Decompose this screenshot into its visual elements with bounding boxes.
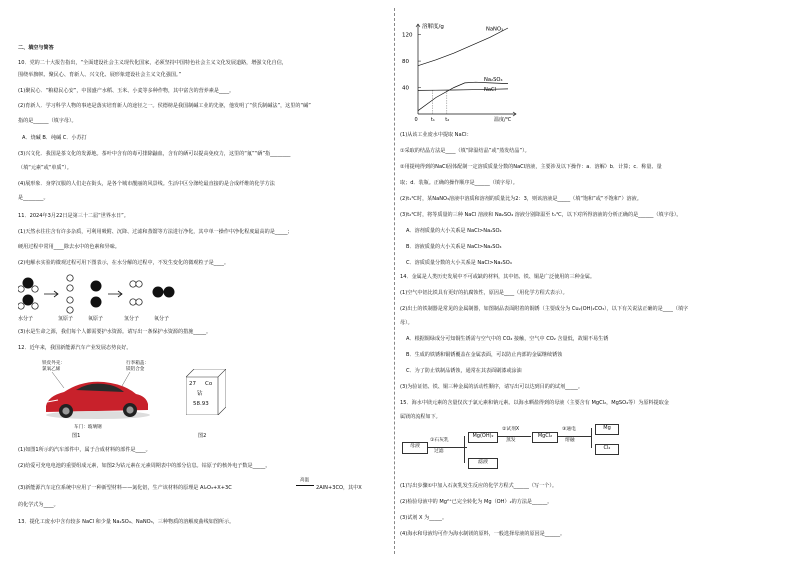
car-label-door: 车门：玻璃钢 bbox=[74, 425, 102, 430]
q13-line: ①采取的结晶方法是____（填“降温结晶”或“蒸发结晶”）。 bbox=[400, 148, 530, 154]
q10-line: (1)聚民心．“粮稳民心安”，中国盛产水稻、玉米、小麦等多种作物，其中富含的营养素是____。 bbox=[18, 88, 235, 94]
series-label: Na₂SO₄ bbox=[484, 76, 503, 83]
car-label-shell: 铁皮外壳： bbox=[42, 361, 65, 366]
label-hydrogen-molecule: 氢分子 bbox=[124, 316, 140, 322]
q13-line: (2)t₁℃时，某NaNO₃溶液中溶质和溶剂的质量比为2：3，则该溶液是_____（填“饱和”或“不饱和”）溶液。 bbox=[400, 196, 642, 202]
car-label-trunk-material: 镁铝合金 bbox=[126, 367, 145, 372]
atomic-mass: 58.93 bbox=[193, 401, 209, 407]
q11-line: (3)水是生命之源，我们每个人都需要护水资源。请写出一条保护水资源的措施_____。 bbox=[18, 329, 212, 335]
q14-line: 母）。 bbox=[400, 320, 413, 326]
y-axis-label: 溶解度/g bbox=[422, 24, 444, 30]
oxygen-molecule-model bbox=[153, 287, 175, 298]
flow-arrow bbox=[427, 447, 467, 448]
q13-option: C．溶质质量分数的大小关系是 NaCl>Na₂SO₄ bbox=[406, 260, 512, 266]
y-tick-label: 40 bbox=[402, 85, 409, 92]
flow-mg-hydroxide: Mg(OH)₂ bbox=[468, 432, 498, 443]
x-tick-label: t₁ bbox=[430, 117, 435, 123]
q15-line: (4)海水和母液均可作为海水制镁的原料，一般选择母液的原因是______。 bbox=[400, 531, 566, 537]
red-sports-car-icon bbox=[46, 382, 150, 419]
x-tick-label: 0 bbox=[414, 117, 418, 123]
q14-line: (3)为验证铝、铁、铜三种金属的活动性顺序，请写出可以达到目的的试剂_____。 bbox=[400, 384, 583, 390]
hydrogen-molecule-model bbox=[130, 281, 142, 305]
q13-option: B．溶液质量的大小关系是 NaCl>Na₂SO₄ bbox=[406, 244, 502, 250]
section-heading: 二、填空与简答 bbox=[18, 45, 54, 51]
q14-option: B．生成的铁锈和铜锈覆盖在金属表面，可以防止内部的金属继续锈蚀 bbox=[406, 352, 563, 358]
q14-line: (2)出土的铁制器是常见的金属制器，如图制品表面附着的铜锈（主要成分为 Cu₂(OH)₂CO₃），以下有关说法正确的是____（填字 bbox=[400, 306, 689, 312]
figure-caption-1: 图1 bbox=[72, 433, 81, 439]
q15-line: 15．海水中镁元素的含量仅次于氯元素和钠元素。以海水晒盐得到的母液（主要含有 MgCl₂，MgSO₄等）为原料提取金 bbox=[400, 400, 669, 406]
arrow-icon bbox=[44, 291, 58, 297]
hydrogen-atom-model bbox=[67, 275, 73, 313]
reaction-arrow bbox=[296, 485, 314, 486]
arrow-icon bbox=[108, 291, 122, 297]
series-line-0 bbox=[418, 28, 508, 66]
q10-line: (2)育新人．学习科学人物的事迹是落实培育新人的途径之一。侯德榜是我国制碱工业的先驱，他发明了“侯氏制碱法”，这里的“碱” bbox=[18, 103, 311, 109]
reaction-condition: 高温 bbox=[300, 478, 309, 483]
label-water-molecule: 水分子 bbox=[18, 316, 34, 322]
flow-filter: 过滤 bbox=[434, 449, 444, 454]
flow-mother-liquor: 母液 bbox=[402, 442, 428, 454]
q10-options: A．烧碱 B．纯碱 C．小苏打 bbox=[22, 135, 87, 141]
car-label-trunk: 行李箱盖： bbox=[126, 361, 149, 366]
car-figure bbox=[38, 358, 158, 430]
flow-evaporate: 蒸发 bbox=[506, 438, 516, 443]
q12-line: (1)如图1所示的汽车部件中，属于合成材料的部件是____。 bbox=[18, 447, 151, 453]
q12-line: 2AlN+3CO，其中X bbox=[316, 485, 362, 491]
q15-line: (2)检验母液中的 Mg²⁺已完全转化为 Mg（OH）₂的方法是______。 bbox=[400, 499, 553, 505]
water-electrolysis-diagram bbox=[18, 272, 218, 322]
q15-line: 属镁的流程如下。 bbox=[400, 414, 441, 420]
flow-step2: ②试剂X bbox=[502, 427, 520, 432]
q10-line: 10．党的二十大报告指出，“全面建设社会主义现代化国家，必须坚持中国特色社会主义文化发展道路，增强文化自信， bbox=[18, 60, 287, 66]
right-column bbox=[400, 0, 778, 562]
series-label: NaCl bbox=[484, 86, 497, 93]
label-oxygen-molecule: 氧分子 bbox=[154, 316, 170, 322]
q13-line: (1)从该工业废水中提取 NaCl： bbox=[400, 132, 472, 138]
q10-line: (3)兴文化．我国是茶文化的发源地。茶叶中含有的毒可排除鼬血，含有的硒可以提高免疫力，这里的“氟”“硒”指________ bbox=[18, 151, 291, 157]
magnesium-flow-diagram bbox=[402, 425, 642, 474]
q13-line: ②用提纯得到的NaCl固体配制一定溶质质量分数的NaCl溶液，主要涉及以下操作：a．溶解）b．计算；c．称量、量 bbox=[400, 164, 662, 170]
q13-option: A．溶剂质量的大小关系是 NaCl>Na₂SO₄ bbox=[406, 228, 502, 234]
left-column bbox=[18, 0, 390, 562]
flow-chlorine: Cl₂ bbox=[595, 444, 619, 455]
label-oxygen-atom: 氧原子 bbox=[88, 316, 104, 322]
q12-line: (2)给爱可充电电池的重要组成元素，如图2为钴元素在元素周期表中的部分信息。钴原子的核外电子数是_____。 bbox=[18, 463, 271, 469]
y-tick-label: 80 bbox=[402, 59, 409, 66]
q14-line: (1)空气中铝比铁具有更好的抗腐蚀性，原因是____（用化学方程式表示）。 bbox=[400, 290, 568, 296]
q14-option: C．为了防止铁制品锈蚀，通常在其表面刷漆或涂油 bbox=[406, 368, 522, 374]
flow-step3: ③通电 bbox=[562, 427, 576, 432]
q12-line: (3)新能源汽车定位系统中应用了一种新型材料——氮化铝，生产该材料的原理是 Al₂O₃+X+3C bbox=[18, 485, 232, 491]
q10-line: 指的是______（填字母）。 bbox=[18, 118, 77, 124]
y-tick-label: 120 bbox=[402, 32, 413, 39]
q15-line: (3)试剂 X 为_____。 bbox=[400, 515, 448, 521]
water-molecule-model bbox=[18, 278, 38, 310]
q14-line: 14．金属是人类历史发展中不可或缺的材料，其中铝、铁、铜是广泛使用的三种金属。 bbox=[400, 274, 595, 280]
series-label: NaNO₃ bbox=[486, 26, 504, 33]
element-symbol: Co bbox=[205, 381, 213, 387]
q10-line: (4)展形象．身穿汉服的人们走在街头，是各个城市靓丽的风景线。生活中区分涤纶最直接的是合成纤维的化学方法 bbox=[18, 181, 275, 187]
flow-molten: 熔融 bbox=[565, 438, 575, 443]
solubility-chart bbox=[400, 22, 532, 130]
x-axis-label: 温度/℃ bbox=[494, 117, 512, 123]
flow-mg-chloride: MgCl₂ bbox=[532, 432, 558, 443]
q13-line: 13．提化工废水中含有较多 NaCl 和少量 Na₂SO₄、NaNO₃，三种物质的溶解度曲线如图所示。 bbox=[18, 519, 235, 525]
q11-line: (2)电解水实验的微观过程可用下图表示，在水分解的过程中，不发生变化的微观粒子是____。 bbox=[18, 260, 229, 266]
flow-step1: ①石灰乳 bbox=[430, 438, 449, 443]
q13-line: (3)t₂℃时，将等质量的三种 NaCl 溶液和 Na₂SO₄ 溶液分别降温至 t₁℃，以下对所得溶液的分析正确的是______（填字母）。 bbox=[400, 212, 682, 218]
q11-line: (1)天然水往往含有许多杂质，可利用吸附、沉降、过滤和蒸馏等方法进行净化，其中单一操作中净化程度最高的是_____； bbox=[18, 229, 293, 235]
q13-line: 取；d．装瓶。正确的操作顺序是______（填字母）。 bbox=[400, 180, 518, 186]
oxygen-atom-model bbox=[91, 281, 102, 308]
atomic-number: 27 bbox=[189, 381, 196, 387]
column-divider bbox=[394, 8, 395, 554]
figure-caption-2: 图2 bbox=[198, 433, 207, 439]
q10-line: 是________。 bbox=[18, 195, 49, 201]
element-name: 钴 bbox=[197, 391, 203, 397]
q10-line: 围绕举旗帜、聚民心、育新人、兴文化、展形象建设社会主义文化强国。” bbox=[18, 72, 182, 78]
flow-filtrate: 滤液 bbox=[468, 458, 498, 469]
q14-option: A．根据铜绿成分可知铜生锈需与空气中的 CO₂ 接触，空气中 CO₂ 含量低，故铜不易生锈 bbox=[406, 336, 609, 342]
q11-line: 硬用过程中常用____除去水中的色素和异味。 bbox=[18, 244, 120, 250]
q11-line: 11．2024年3月22日是第三十二届“世界水日”。 bbox=[18, 213, 129, 219]
cobalt-element-card bbox=[186, 369, 220, 409]
q12-line: 的化学式为____。 bbox=[18, 502, 59, 508]
label-hydrogen-atom: 氢原子 bbox=[58, 316, 74, 322]
q10-line: （填“元素”或“单质”）。 bbox=[18, 165, 72, 171]
flow-magnesium: Mg bbox=[595, 424, 619, 435]
q15-line: (1)写出步骤①中加入石灰乳发生反应的化学方程式______（写一个）。 bbox=[400, 483, 557, 489]
car-label-shell-material: 氯氧乙烯 bbox=[42, 367, 61, 372]
q12-line: 12．近年来，我国新能源汽车产业发展态势良好。 bbox=[18, 345, 132, 351]
x-tick-label: t₂ bbox=[445, 117, 450, 123]
